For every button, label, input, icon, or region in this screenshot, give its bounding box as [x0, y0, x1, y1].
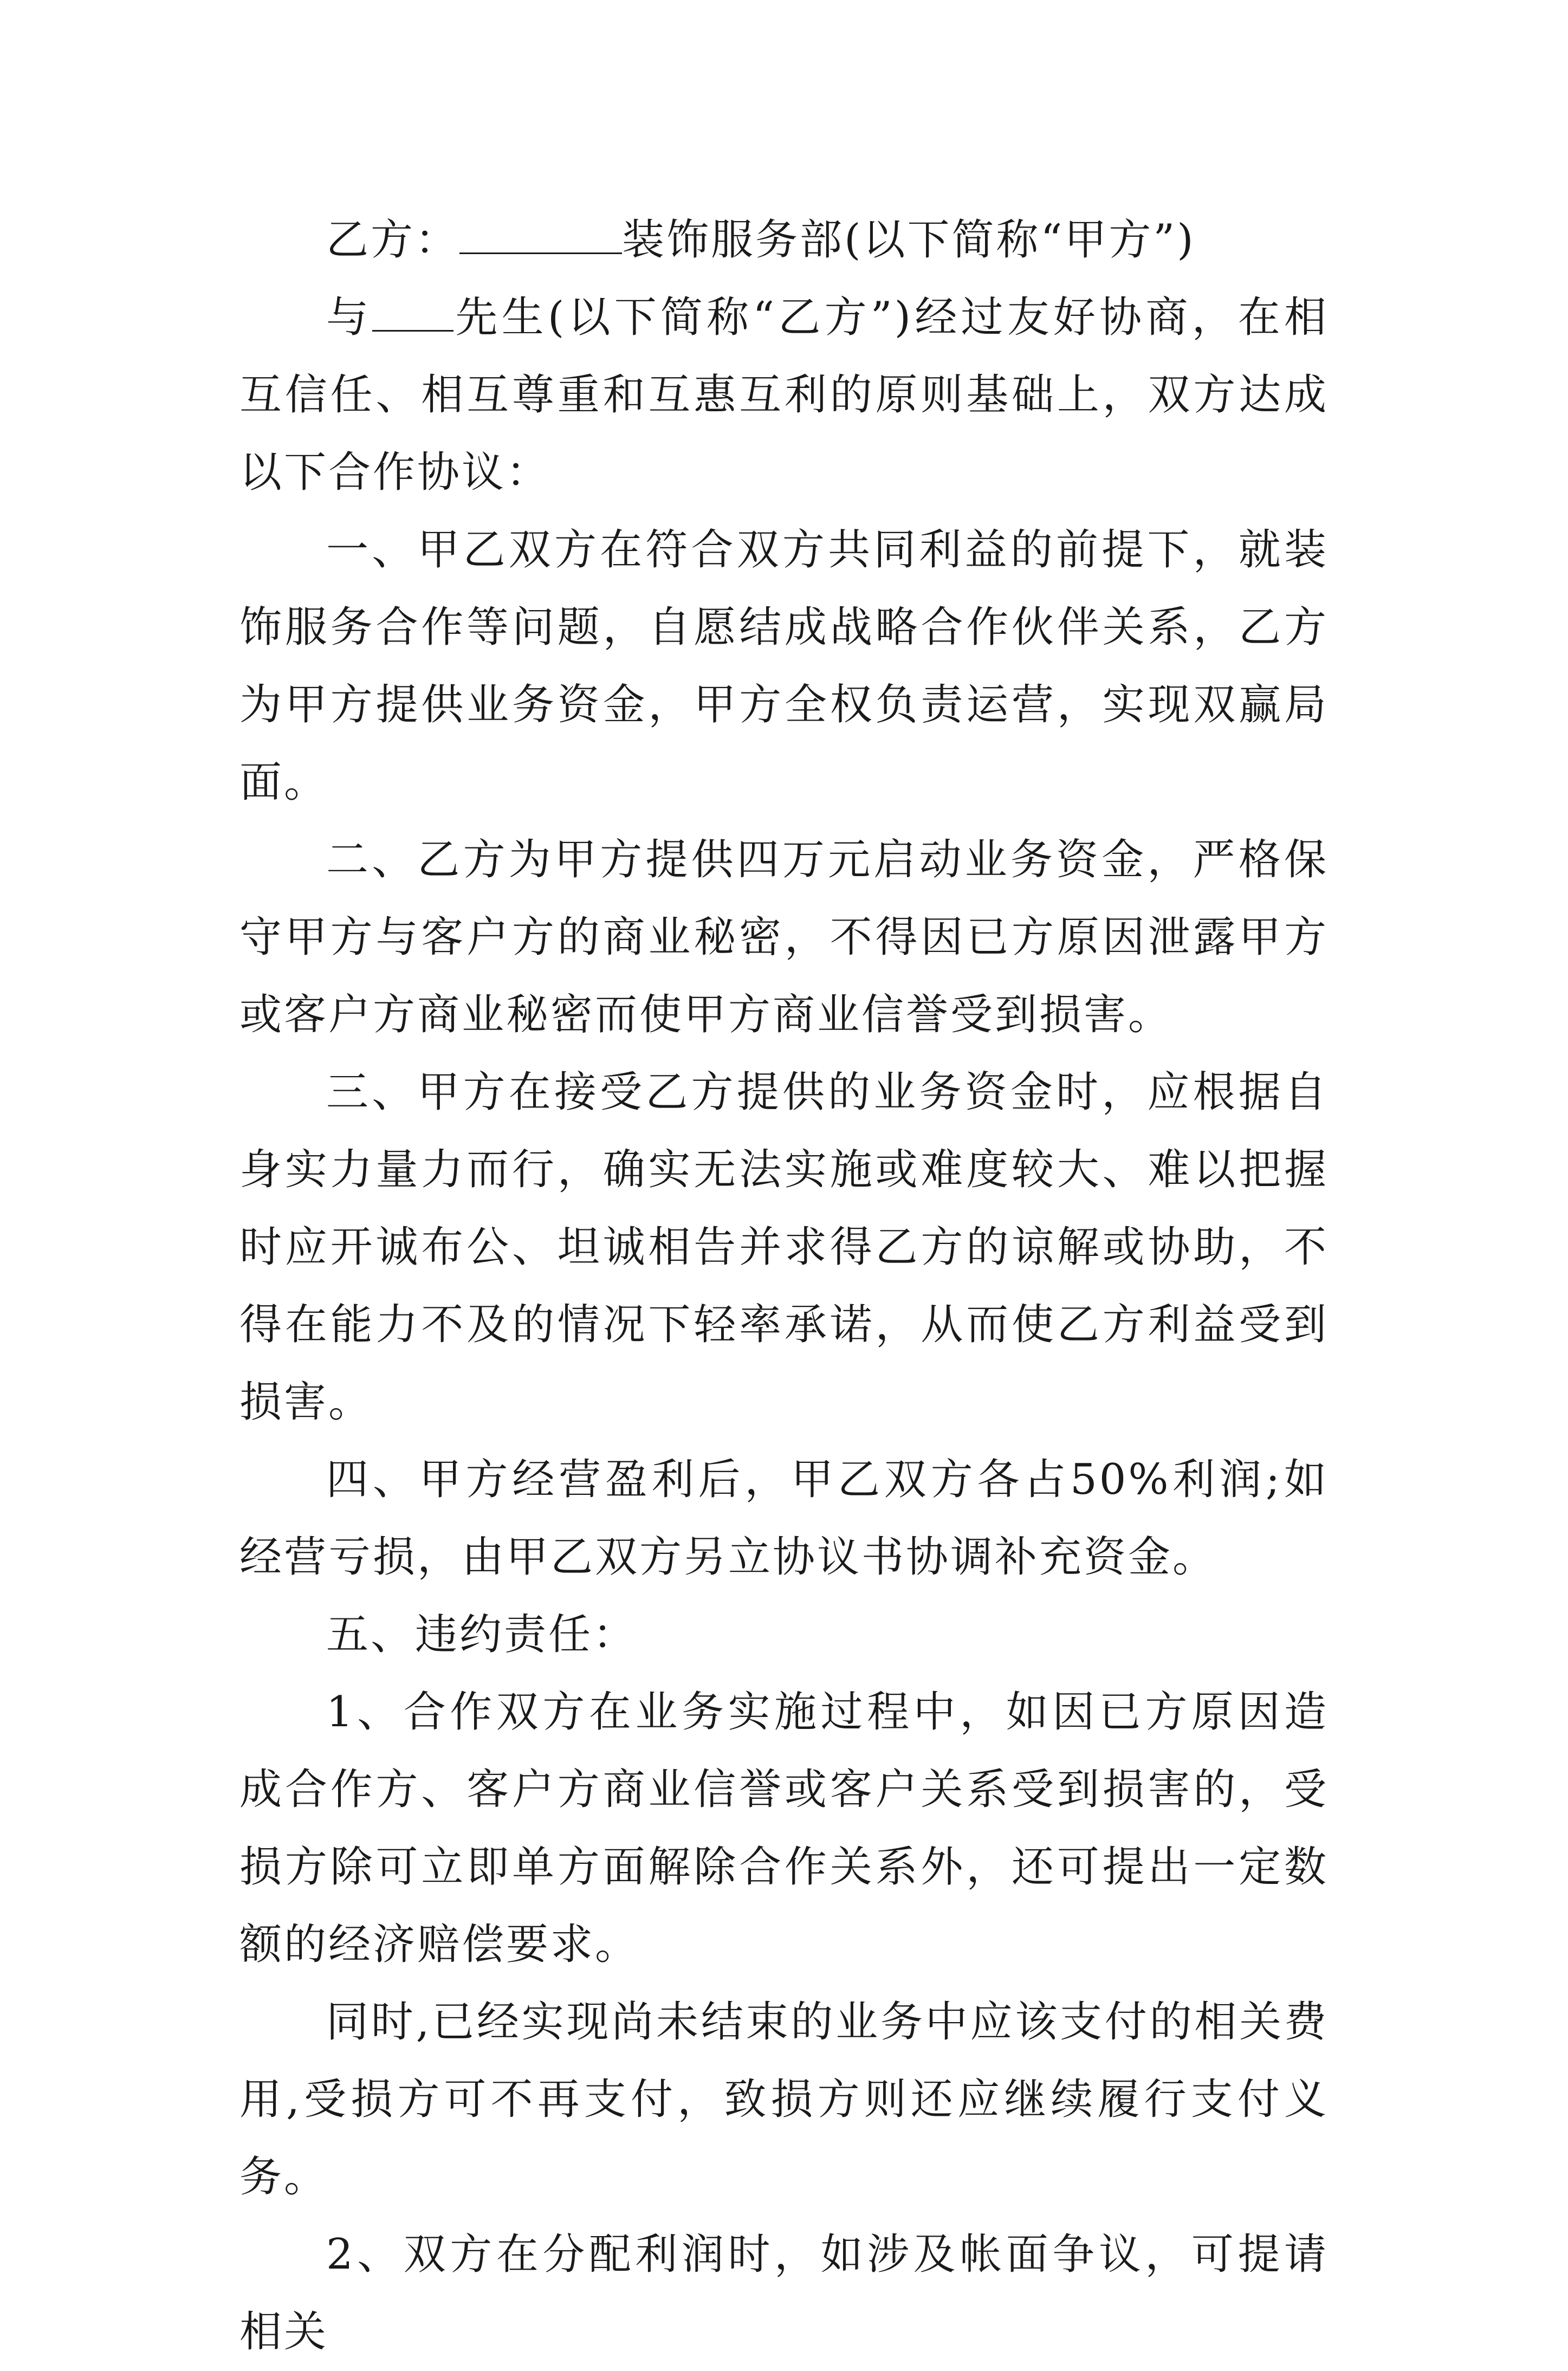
party-b-label: 乙方： — [326, 216, 460, 264]
name-blank — [372, 292, 453, 332]
clause-5-heading: 五、违约责任： — [326, 1610, 638, 1659]
clause-1: 一、甲乙双方在符合双方共同利益的前提下，就装饰服务合作等问题，自愿结成战略合作伙伴关系，乙方为甲方提供业务资金，甲方全权负责运营，实现双赢局面。 — [239, 526, 1329, 807]
intro-paragraph — [239, 279, 1329, 511]
intro-text: 先生(以下简称“乙方”)经过友好协商，在相互信任、相互尊重和互惠互利的原则基础上，双方达成以下合作协议： — [239, 293, 1329, 497]
clause-3: 三、甲方在接受乙方提供的业务资金时，应根据自身实力量力而行，确实无法实施或难度较大、难以把握时应开诚布公、坦诚相告并求得乙方的谅解或协助，不得在能力不及的情况下轻率承诺，从而使乙方利益受到损害。 — [239, 1068, 1329, 1427]
clause-4: 四、甲方经营盈利后，甲乙双方各占50%利润;如经营亏损，由甲乙双方另立协议书协调补充资金。 — [239, 1455, 1329, 1582]
intro-prefix: 与 — [326, 293, 373, 342]
clause-2: 二、乙方为甲方提供四万元启动业务资金，严格保守甲方与客户方的商业秘密，不得因已方原因泄露甲方或客户方商业秘密而使甲方商业信誉受到损害。 — [239, 835, 1329, 1039]
document-body — [239, 202, 1329, 2371]
party-b-description: 装饰服务部(以下简称“甲方”) — [622, 216, 1196, 264]
clause-5-item-2: 2、双方在分配利润时，如涉及帐面争议，可提请相关 — [239, 2230, 1329, 2356]
clause-5-item-1: 1、合作双方在业务实施过程中，如因已方原因造成合作方、客户方商业信誉或客户关系受到损害的，受损方除可立即单方面解除合作关系外，还可提出一定数额的经济赔偿要求。 — [239, 1688, 1329, 1969]
party-b-line — [239, 202, 1329, 279]
clause-5-item-1-continued: 同时,已经实现尚未结束的业务中应该支付的相关费用,受损方可不再支付，致损方则还应继续履行支付义务。 — [239, 1998, 1329, 2201]
party-name-blank — [459, 215, 622, 254]
